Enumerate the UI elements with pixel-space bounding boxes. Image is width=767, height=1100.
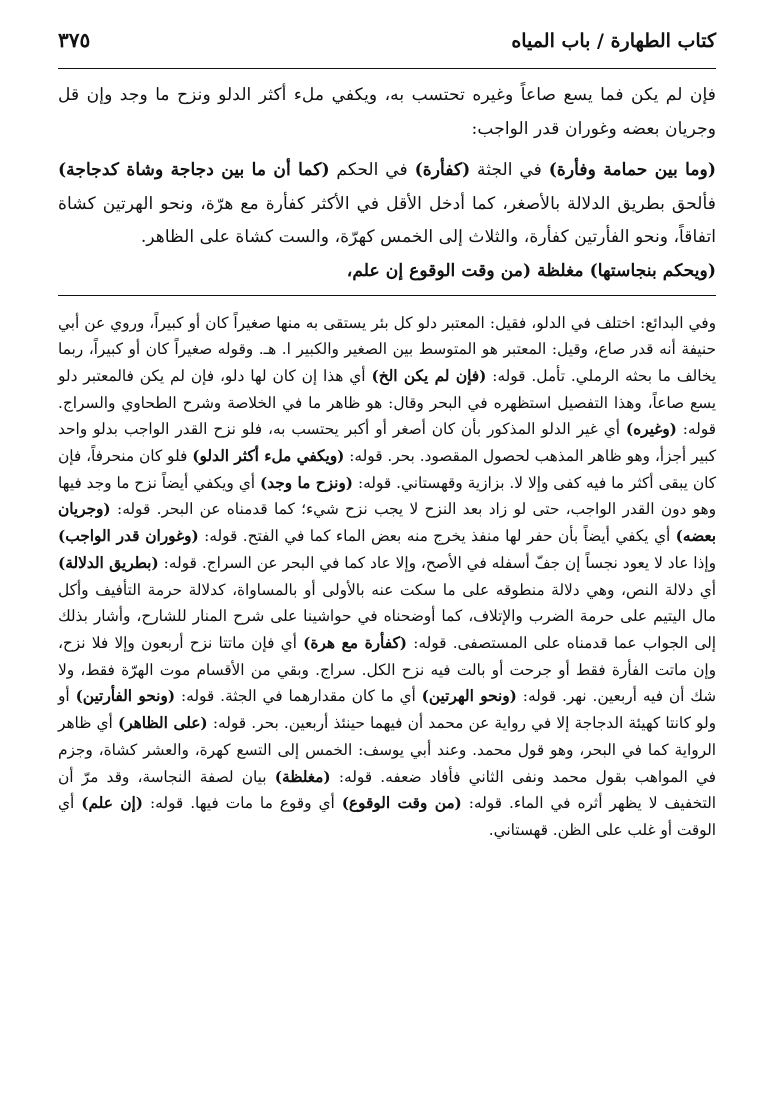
bold-quote: (من وقت الوقوع) [341, 794, 462, 813]
text-run: وإذا عاد لا يعود نجساً إن جفّ أسفله في الأصح، وإلا عاد كما في البحر عن السراج. قوله: [158, 553, 717, 572]
text-run: وفي البدائع: اختلف في الدلو، فقيل: المعتبر دلو كل بئر يستقى به منها صغيراً كان أو كبيراً، وروي عن أبي حنيفة أنه قدر صاع، وقيل: المعتبر هو المتوسط بين الصغير والكبير ا. هـ. وقوله صغيراً كان أو كبيراً، ربما يخالف ما بحثه الرملي. تأمل. قوله: [58, 313, 717, 385]
bold-quote: (كفأرة) [414, 160, 471, 181]
text-run: أي وقوع ما مات فيها. قوله: [143, 794, 342, 813]
bold-quote: (ونزح ما وجد) [259, 473, 353, 492]
text-run: أي يكفي أيضاً بأن حفر لها منفذ يخرج منه بعض الماء كما في الفتح. قوله: [198, 527, 676, 546]
bold-quote: (ونحو الفأرتين) [75, 687, 176, 706]
header-rule [58, 68, 716, 69]
bold-quote: (بطريق الدلالة) [58, 553, 159, 572]
main-text [58, 79, 716, 289]
running-title: كتاب الطهارة / باب المياه [511, 30, 716, 52]
text-run: فلو كان منحرفاً، فإن كان يبقى أكثر ما فيه كفى وإلا لا. بزازية وقهستاني. قوله: [58, 447, 717, 492]
text-run: أي ويكفي أيضاً نزح ما وجد فيها وهو دون القدر الواجب، حتى لو زاد بعد النزح لا يجب نزح شيء؛ كما قدمناه عن البحر. قوله: [58, 473, 716, 519]
bold-quote: (كفأرة مع هرة) [303, 634, 407, 652]
main-paragraph [58, 154, 716, 255]
text-run: أي غير الدلو المذكور بأن كان أصغر أو أكبر يحتسب به، فلو نزح القدر الواجب بدلو واحد كبير أجزأ، وهو ظاهر المذهب لحصول المقصود. بحر. قوله: [58, 420, 716, 466]
bold-quote: (إن علم) [81, 794, 143, 813]
text-run: أي ظاهر الرواية كما في البحر، وهو قول محمد. وعند أبي يوسف: الخمس إلى التسع كهرة، والعشر كشاة، وجزم في المواهب بقول محمد ونفى الثاني فأفاد ضعفه. قوله: [58, 714, 716, 786]
bold-quote: (وغيره) [625, 420, 677, 439]
text-run: بيان لصفة النجاسة، وقد مرّ أن التخفيف لا يظهر أثره في الماء. قوله: [58, 767, 716, 813]
text-run: أي الوقت أو غلب على الظن. قهستاني. [58, 794, 716, 839]
book-page [58, 28, 716, 1088]
bold-quote: (وجريان بعضه) [58, 500, 716, 546]
text-run: أي دلالة النص، وهي دلالة منطوقه على ما سكت عنه بالأولى أو بالمساواة، كدلالة حرمة التأفيف وأكل مال اليتيم على حرمة الضرب والإتلاف، كما أوضحناه في حواشينا على شرح المنار للشارح، وأشار بذلك إلى الجواب عما قدمناه على المستصفى. قوله: [58, 580, 716, 652]
page-header [58, 28, 716, 68]
text-divider [58, 295, 716, 296]
text-run: في الحكم [329, 160, 415, 181]
page-number: ٣٧٥ [58, 28, 91, 52]
main-paragraph: (ويحكم بنجاستها) مغلظة (من وقت الوقوع إن علم، [346, 260, 716, 281]
bold-quote: (وما بين حمامة وفأرة) [548, 160, 716, 181]
bold-quote: (ونحو الهرتين) [421, 687, 517, 706]
commentary-paragraph [58, 310, 716, 844]
text-run: أو ولو كانتا كهيئة الدجاجة إلا في رواية عن محمد أن فيهما حينئذ أربعين. بحر. قوله: [58, 687, 716, 733]
text-run: أي ما كان مقدارهما في الجثة. قوله: [175, 687, 422, 706]
main-paragraph: فإن لم يكن فما يسع صاعاً وغيره تحتسب به، ويكفي ملء أكثر الدلو ونزح ما وجد وإن قل وجريان بعضه وغوران قدر الواجب: [58, 85, 717, 139]
paragraph-gap [58, 146, 716, 154]
bold-quote: (كما أن ما بين دجاجة وشاة كدجاجة) [58, 160, 330, 181]
text-run: أي فإن ماتتا نزح أربعون وإلا فلا نزح، وإن ماتت الفأرة فقط أو جرحت أو بالت فيه نزح الكل. سراج. وبقي من الأقسام موت الهرّة فقط، ولا شك أن فيه أربعين. نهر. قوله: [58, 634, 716, 706]
bold-quote: (مغلظة) [274, 767, 331, 786]
commentary [58, 310, 716, 844]
bold-quote: (على الظاهر) [117, 714, 208, 733]
text-run: في الجثة [470, 160, 549, 181]
text-run: فألحق بطريق الدلالة بالأصغر، كما أدخل الأقل في الأكثر كفأرة مع هرّة، ونحو الهرتين كشاة اتفاقاً، ونحو الفأرتين كفأرة، والثلاث إلى الخمس كهرّة، والست كشاة على الظاهر. [58, 193, 716, 248]
bold-quote: (فإن لم يكن الخ) [371, 366, 487, 385]
text-run: أي هذا إن كان لها دلو، فإن لم يكن فالمعتبر دلو يسع صاعاً، وهذا التفصيل استظهره في البحر وقال: هو ظاهر ما في الخلاصة وشرح الطحاوي والسراج. قوله: [58, 366, 716, 439]
bold-quote: (ويكفي ملء أكثر الدلو) [192, 447, 345, 466]
bold-quote: (وغوران قدر الواجب) [58, 527, 199, 546]
